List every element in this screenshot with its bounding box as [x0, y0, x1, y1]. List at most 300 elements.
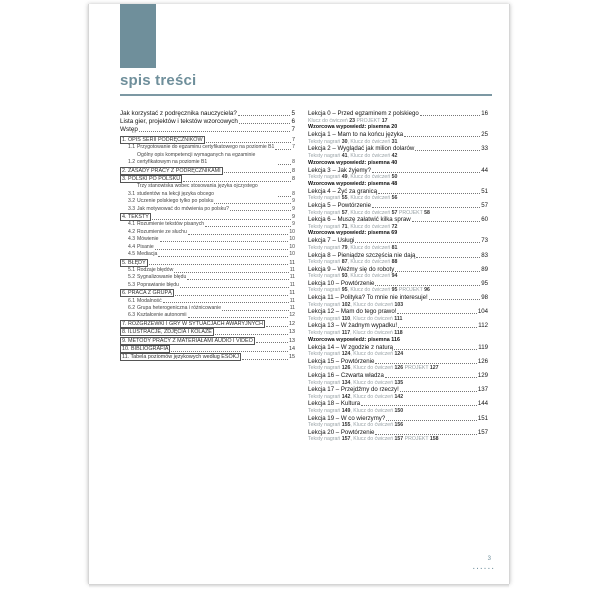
toc-subsection — [120, 229, 295, 236]
toc-page-number: 15 — [289, 354, 295, 361]
toc-entry-title: Wstęp — [120, 126, 138, 133]
toc-subsection-number: 6.2 — [128, 304, 136, 311]
toc-chapter — [120, 136, 295, 144]
toc-page-number: 11 — [289, 290, 295, 297]
dot-leader — [416, 257, 480, 258]
detail-page-number: 79 — [341, 244, 348, 251]
lesson-details — [308, 153, 488, 160]
toc-right-column — [308, 110, 488, 443]
lesson-details — [308, 224, 488, 231]
dot-leader — [429, 299, 481, 300]
detail-label: PROJEKT — [355, 117, 382, 124]
model-answer-page: 40 — [391, 159, 398, 166]
detail-page-number: 42 — [391, 152, 398, 159]
toc-page-number: 14 — [289, 345, 295, 352]
toc-page-number: 8 — [292, 167, 295, 174]
lesson-entry — [308, 308, 488, 316]
toc-subsection-title: Trzy stanowiska wobec stosowania języka ojczystego studentów na lekcji języka obcego — [137, 183, 258, 197]
detail-label: Teksty nagrań — [308, 287, 342, 294]
detail-label: PROJEKT — [403, 436, 430, 443]
toc-subsection-title: Ogólny opis kompetencji wymaganych na egzaminie certyfikatowym na poziomie B1 — [137, 151, 256, 166]
detail-page-number: 158 — [429, 436, 439, 443]
lesson-title: Lekcja 18 – Kultura — [308, 400, 361, 408]
lesson-details — [308, 330, 488, 337]
detail-page-number: 57 — [391, 209, 398, 216]
lesson-details — [308, 210, 488, 217]
detail-label: Teksty nagrań — [308, 436, 342, 443]
toc-subsection — [120, 312, 295, 319]
toc-subsection-number: 3.3 — [128, 205, 136, 212]
lesson-page-number: 95 — [481, 279, 488, 287]
detail-page-number: 50 — [391, 174, 398, 181]
detail-label: , Klucz do ćwiczeń — [350, 393, 395, 400]
dot-leader — [188, 317, 289, 318]
detail-label: Teksty nagrań — [308, 259, 342, 266]
model-answer-label: Wzorcowa wypowiedź: pisemna — [308, 336, 392, 343]
toc-chapter — [120, 353, 295, 361]
detail-label: , Klucz do ćwiczeń — [350, 301, 395, 308]
toc-chapter-title — [120, 175, 182, 183]
detail-label: , Klucz do ćwiczeń — [350, 436, 395, 443]
toc-page-number: 9 — [292, 214, 295, 221]
detail-label: , Klucz do ćwiczeń — [347, 223, 392, 230]
lesson-title: Lekcja 9 – Weźmy się do roboty — [308, 265, 395, 273]
detail-label: Teksty nagrań — [308, 393, 342, 400]
lesson-details — [308, 118, 488, 125]
lesson-entry — [308, 344, 488, 352]
model-answer-entry — [308, 181, 488, 188]
dot-leader — [420, 115, 480, 116]
toc-page-number: 10 — [289, 251, 295, 258]
dot-leader — [238, 115, 291, 116]
dot-leader — [398, 327, 477, 328]
lesson-entry — [308, 415, 488, 423]
toc-chapter — [120, 337, 295, 345]
detail-label: Teksty nagrań — [308, 315, 342, 322]
detail-label: Teksty nagrań — [308, 152, 342, 159]
toc-chapter-label: 1. OPIS SERII PODRĘCZNIKÓW — [122, 137, 203, 143]
detail-page-number: 87 — [341, 259, 348, 266]
lesson-title: Lekcja 13 – W żadnym wypadku! — [308, 322, 398, 330]
detail-label: , Klucz do ćwiczeń — [347, 244, 392, 251]
toc-subsection — [120, 221, 295, 228]
lesson-page-number: 137 — [477, 386, 488, 394]
dot-leader — [174, 272, 288, 273]
toc-subsection — [120, 236, 295, 243]
detail-label: , Klucz do ćwiczeń — [350, 422, 395, 429]
lesson-entry — [308, 145, 488, 153]
detail-page-number: 126 — [341, 365, 351, 372]
toc-chapter — [120, 289, 295, 297]
detail-label: , Klucz do ćwiczeń — [350, 351, 395, 358]
page-title: spis treści — [120, 72, 197, 89]
model-answer-entry — [308, 230, 488, 237]
toc-subsection-title: Rodzaje błędów — [137, 266, 174, 273]
dot-leader — [397, 313, 476, 314]
detail-page-number: 17 — [381, 117, 388, 124]
dot-leader — [415, 150, 480, 151]
toc-subsection-title: Rozumienie ze słuchu — [137, 228, 187, 235]
lesson-page-number: 144 — [477, 400, 488, 408]
lesson-page-number: 25 — [481, 131, 488, 139]
toc-page-number: 7 — [292, 137, 295, 143]
lesson-entry — [308, 280, 488, 288]
detail-page-number: 117 — [341, 330, 351, 337]
lesson-entry — [308, 110, 488, 118]
dot-leader — [187, 279, 288, 280]
dot-leader — [378, 193, 480, 194]
detail-label: Teksty nagrań — [308, 174, 342, 181]
detail-label: , Klucz do ćwiczeń — [350, 330, 395, 337]
toc-subsection-title: Jak motywować do mówienia po polsku? — [137, 205, 230, 212]
toc-subsection-title: Mówienie — [137, 236, 159, 243]
detail-page-number: 110 — [341, 315, 351, 322]
toc-chapter-title — [120, 213, 151, 221]
lesson-entry — [308, 237, 488, 245]
toc-chapter-title — [120, 328, 214, 336]
detail-label: Teksty nagrań — [308, 330, 342, 337]
toc-chapter-title — [120, 345, 170, 353]
toc-subsection-title: Przygotowanie do egzaminu certyfikatowego na poziomie B1 — [137, 144, 275, 151]
detail-label: , Klucz do ćwiczeń — [347, 209, 392, 216]
dot-leader — [278, 196, 291, 197]
dot-leader — [404, 136, 480, 137]
detail-page-number: 23 — [349, 117, 356, 124]
model-answer-label: Wzorcowa wypowiedź: pisemna — [308, 230, 392, 237]
toc-entry-title: Lista gier, projektów i tekstów wzorcowych — [120, 118, 238, 125]
toc-subsection — [120, 144, 295, 151]
toc-chapter-label: 7. ROZGRZEWKI I GRY W SYTUACJACH AWARYJNYCH — [122, 320, 263, 327]
dot-leader — [149, 264, 289, 265]
toc-chapter — [120, 328, 295, 336]
detail-label: Teksty nagrań — [308, 365, 342, 372]
page-number: 3 — [487, 556, 491, 562]
lesson-title: Lekcja 5 – Powtórzenie — [308, 201, 372, 209]
dot-leader — [266, 326, 288, 327]
model-answer-page: 69 — [391, 230, 398, 237]
detail-page-number: 149 — [341, 407, 351, 414]
lesson-details — [308, 139, 488, 146]
toc-page-number: 12 — [289, 320, 295, 327]
toc-subsection — [120, 267, 295, 274]
toc-page-number: 13 — [289, 329, 295, 336]
lesson-title: Lekcja 1 – Mam to na końcu języka — [308, 131, 404, 139]
toc-subsection-number: 4.2 — [128, 228, 136, 235]
dot-leader — [375, 363, 476, 364]
detail-label: Teksty nagrań — [308, 407, 342, 414]
toc-chapter — [120, 320, 295, 328]
dot-leader — [214, 203, 291, 204]
toc-chapter-label: 3. POLSKI PO POLSKU — [122, 176, 181, 183]
lesson-title: Lekcja 7 – Usługi — [308, 237, 355, 245]
toc-page-number: 5 — [291, 110, 295, 117]
toc-page-number: 11 — [289, 281, 295, 288]
lesson-entry — [308, 429, 488, 437]
detail-page-number: 96 — [424, 287, 430, 294]
toc-page-number: 7 — [291, 126, 295, 133]
toc-page-number: 11 — [289, 304, 295, 311]
model-answer-page: 20 — [391, 124, 398, 131]
detail-page-number: 102 — [341, 301, 351, 308]
lesson-page-number: 16 — [481, 110, 488, 117]
detail-page-number: 56 — [391, 195, 398, 202]
lesson-details — [308, 408, 488, 415]
detail-label: Teksty nagrań — [308, 351, 342, 358]
toc-subsection — [120, 198, 295, 205]
toc-chapter-label: 5. BŁĘDY — [122, 259, 146, 266]
lesson-details — [308, 422, 488, 429]
toc-subsection-title: Pisanie — [137, 243, 154, 250]
detail-label: , Klucz do ćwiczeń — [347, 138, 392, 145]
detail-page-number: 157 — [394, 436, 404, 443]
lesson-entry — [308, 294, 488, 302]
toc-subsection — [120, 152, 295, 167]
detail-page-number: 124 — [341, 351, 351, 358]
toc-chapter-title — [120, 337, 255, 345]
dot-leader — [395, 271, 480, 272]
toc-page-number: 11 — [289, 259, 295, 266]
detail-page-number: 57 — [341, 209, 348, 216]
detail-label: , Klucz do ćwiczeń — [347, 273, 392, 280]
dot-leader — [375, 434, 476, 435]
title-rule — [120, 94, 492, 96]
lesson-page-number: 60 — [481, 216, 488, 224]
lesson-entry — [308, 386, 488, 394]
toc-chapter-title — [120, 136, 205, 144]
dot-leader — [171, 351, 288, 352]
model-answer-entry — [308, 160, 488, 167]
detail-label: , Klucz do ćwiczeń — [347, 195, 392, 202]
detail-page-number: 124 — [394, 351, 404, 358]
lesson-details — [308, 351, 488, 358]
model-answer-label: Wzorcowa wypowiedź: pisemna — [308, 159, 392, 166]
toc-chapter — [120, 259, 295, 267]
toc-chapter — [120, 213, 295, 221]
lesson-title: Lekcja 16 – Czwarta władza — [308, 372, 384, 379]
model-answer-label: Wzorcowa wypowiedź: pisemna — [308, 124, 392, 131]
model-answer-entry — [308, 124, 488, 131]
lesson-details — [308, 365, 488, 372]
lesson-details — [308, 273, 488, 280]
toc-chapter-label: 4. TEKSTY — [122, 214, 149, 221]
lesson-entry — [308, 358, 488, 366]
toc-subsection-title: Uczenie polskiego tylko po polsku — [137, 198, 214, 205]
toc-subsection — [120, 282, 295, 289]
dot-leader — [385, 377, 477, 378]
dot-leader — [239, 123, 291, 124]
toc-left-column — [120, 110, 295, 362]
dot-leader — [222, 310, 289, 311]
lesson-page-number: 33 — [481, 145, 488, 153]
lesson-details — [308, 195, 488, 202]
detail-page-number: 142 — [394, 393, 404, 400]
toc-page-number: 11 — [289, 297, 295, 304]
toc-chapter-label: 11. Tabela poziomów językowych według ESOKJ — [122, 354, 239, 361]
toc-subsection — [120, 244, 295, 251]
dot-leader — [160, 241, 289, 242]
detail-page-number: 103 — [394, 301, 404, 308]
dot-leader — [155, 249, 289, 250]
detail-label: , Klucz do ćwiczeń — [347, 152, 392, 159]
lesson-page-number: 89 — [481, 265, 488, 273]
detail-page-number: 111 — [394, 315, 403, 322]
lesson-details — [308, 380, 488, 387]
toc-page-number: 10 — [289, 243, 295, 250]
toc-page-number: 12 — [289, 312, 295, 319]
model-answer-page: 116 — [391, 336, 400, 343]
lesson-entry — [308, 266, 488, 274]
dot-leader — [215, 334, 288, 335]
detail-page-number: 134 — [341, 379, 351, 386]
toc-chapter-title — [120, 167, 223, 175]
lesson-title: Lekcja 4 – Żyć za granicą — [308, 187, 378, 195]
toc-page-number: 13 — [289, 337, 295, 344]
lesson-details — [308, 302, 488, 309]
lesson-entry — [308, 202, 488, 210]
toc-subsection-number: 3.2 — [128, 198, 136, 205]
detail-page-number: 71 — [341, 223, 348, 230]
detail-page-number: 126 — [394, 365, 404, 372]
lesson-page-number: 44 — [481, 166, 488, 174]
detail-label: , Klucz do ćwiczeń — [347, 174, 392, 181]
lesson-title: Lekcja 17 – Przejdźmy do rzeczy! — [308, 386, 399, 394]
toc-chapter-title — [120, 320, 265, 328]
toc-page-number: 10 — [289, 228, 295, 235]
toc-subsection-number: 4.1 — [128, 221, 136, 228]
lesson-details — [308, 174, 488, 181]
toc-entry — [120, 126, 295, 134]
toc-subsection — [120, 183, 295, 198]
lesson-page-number: 73 — [481, 237, 488, 245]
lesson-page-number: 126 — [477, 357, 488, 365]
toc-subsection-title: Rozumienie tekstów pisanych — [137, 221, 205, 228]
detail-page-number: 88 — [391, 259, 398, 266]
lesson-title: Lekcja 10 – Powtórzenie — [308, 279, 375, 287]
lesson-details — [308, 316, 488, 323]
toc-subsection — [120, 298, 295, 305]
toc-entry-title: Jak korzystać z podręcznika nauczyciela? — [120, 110, 237, 117]
toc-entry — [120, 118, 295, 126]
toc-chapter-label: 10. BIBLIOGRAFIA — [122, 345, 169, 352]
detail-page-number: 118 — [394, 330, 403, 337]
detail-page-number: 135 — [394, 379, 404, 386]
toc-subsection-title: Grupa heterogeniczna i różnicowanie — [137, 304, 222, 311]
lesson-details — [308, 436, 488, 443]
book-page — [88, 4, 510, 584]
toc-subsection-number: 5.2 — [128, 274, 136, 281]
toc-chapter-label: 8. ILUSTRACJE, ZDJĘCIA I KOLAŻE — [122, 329, 212, 336]
dot-leader — [361, 405, 477, 406]
dot-leader — [230, 210, 291, 211]
detail-page-number: 157 — [341, 436, 351, 443]
detail-label: PROJEKT — [403, 365, 430, 372]
lesson-title: Lekcja 11 – Polityka? To mnie nie interesuje! — [308, 294, 428, 302]
detail-label: Teksty nagrań — [308, 195, 342, 202]
toc-chapter-label: 9. METODY PRACY Z MATERIAŁAMI AUDIO I VIDEO — [122, 337, 253, 344]
dot-leader — [183, 181, 291, 182]
model-answer-label: Wzorcowa wypowiedź: pisemna — [308, 180, 392, 187]
toc-chapter — [120, 175, 295, 183]
toc-chapter-title — [120, 289, 174, 297]
lesson-title: Lekcja 12 – Mam do tego prawo! — [308, 308, 397, 316]
toc-subsection-number: 1.2 — [128, 159, 136, 166]
detail-page-number: 93 — [341, 273, 348, 280]
toc-page-number: 8 — [292, 176, 295, 183]
lesson-title: Lekcja 6 – Muszę załatwić kilka spraw — [308, 216, 411, 224]
toc-subsection-number: 1.1 — [128, 144, 136, 151]
lesson-entry — [308, 372, 488, 380]
detail-label: , Klucz do ćwiczeń — [350, 379, 395, 386]
lesson-page-number: 57 — [481, 201, 488, 209]
detail-label: , Klucz do ćwiczeń — [347, 287, 392, 294]
chapter-tab — [120, 4, 156, 68]
lesson-title: Lekcja 0 – Przed egzaminem z polskiego — [308, 110, 419, 117]
detail-page-number: 156 — [394, 422, 404, 429]
toc-subsection — [120, 251, 295, 258]
toc-subsection-title: Mediacja — [137, 251, 158, 258]
lesson-page-number: 98 — [481, 294, 488, 302]
detail-label: Teksty nagrań — [308, 223, 342, 230]
detail-label: , Klucz do ćwiczeń — [350, 365, 395, 372]
lesson-page-number: 104 — [477, 308, 488, 316]
detail-label: Teksty nagrań — [308, 379, 342, 386]
lesson-page-number: 83 — [481, 251, 488, 259]
dot-leader — [205, 226, 291, 227]
toc-subsection-number: 3.1 — [128, 190, 136, 197]
detail-label: , Klucz do ćwiczeń — [350, 407, 395, 414]
dot-leader — [152, 219, 291, 220]
toc-page-number: 9 — [292, 205, 295, 212]
lesson-details — [308, 245, 488, 252]
dot-leader — [139, 131, 291, 132]
lesson-details — [308, 394, 488, 401]
lesson-entry — [308, 322, 488, 330]
detail-page-number: 30 — [341, 138, 348, 145]
detail-page-number: 58 — [424, 209, 430, 216]
dot-leader — [175, 295, 289, 296]
toc-subsection-number: 5.1 — [128, 266, 136, 273]
toc-subsection-title: Poprawianie błędu — [137, 281, 179, 288]
dot-leader — [188, 234, 288, 235]
lesson-title: Lekcja 2 – Wyglądać jak milion dolarów — [308, 145, 415, 153]
lesson-entry — [308, 188, 488, 196]
toc-page-number: 8 — [292, 159, 295, 166]
detail-label: Teksty nagrań — [308, 244, 342, 251]
toc-chapter-title — [120, 259, 148, 267]
detail-label: PROJEKT — [397, 287, 425, 294]
dot-leader — [180, 287, 289, 288]
dot-leader — [275, 149, 291, 150]
detail-page-number: 81 — [391, 244, 398, 251]
toc-subsection — [120, 206, 295, 213]
detail-page-number: 127 — [429, 365, 439, 372]
toc-subsection-title: Kształcenie autonomii — [137, 312, 187, 319]
detail-page-number: 41 — [341, 152, 348, 159]
toc-subsection-number: 6.3 — [128, 312, 136, 319]
toc-subsection-number: 6.1 — [128, 297, 136, 304]
detail-page-number: 142 — [341, 393, 351, 400]
dot-leader — [400, 391, 477, 392]
dot-leader — [224, 172, 291, 173]
lesson-page-number: 51 — [481, 187, 488, 195]
toc-chapter-title — [120, 353, 241, 361]
model-answer-page: 48 — [391, 180, 398, 187]
toc-page-number: 8 — [292, 190, 295, 197]
detail-label: PROJEKT — [397, 209, 425, 216]
dot-leader — [158, 256, 288, 257]
model-answer-entry — [308, 337, 488, 344]
lesson-page-number: 119 — [478, 343, 488, 351]
